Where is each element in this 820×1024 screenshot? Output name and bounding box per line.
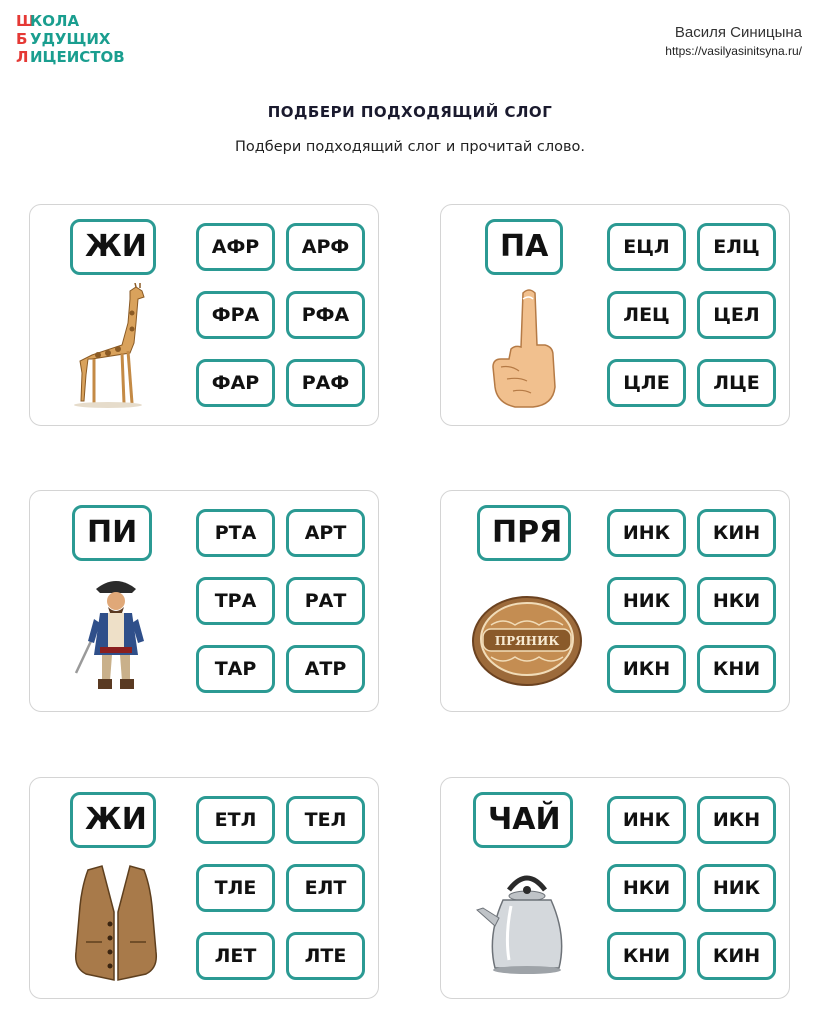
syllable-option[interactable]: ТЕЛ	[286, 796, 365, 844]
gingerbread-image	[463, 569, 589, 699]
syllable-option[interactable]: ЕЛЦ	[697, 223, 776, 271]
syllable-option[interactable]: ТАР	[196, 645, 275, 693]
syllable-option[interactable]: ФАР	[196, 359, 275, 407]
syllable-option[interactable]: НКИ	[607, 864, 686, 912]
logo-initial: Б	[16, 30, 28, 48]
kettle-image	[463, 856, 589, 986]
syllable-option[interactable]: РТА	[196, 509, 275, 557]
pirate-image	[52, 569, 178, 699]
page-title: ПОДБЕРИ ПОДХОДЯЩИЙ СЛОГ	[267, 103, 553, 121]
syllable-box: ЖИ	[70, 219, 156, 275]
author-url[interactable]: https://vasilyasinitsyna.ru/	[665, 44, 802, 58]
exercise-card	[29, 490, 379, 712]
syllable-option[interactable]: КИН	[697, 509, 776, 557]
finger-image	[463, 283, 589, 413]
exercise-card	[440, 777, 790, 999]
syllable-option[interactable]: ЕТЛ	[196, 796, 275, 844]
logo-line	[16, 12, 125, 30]
author-name: Василя Синицына	[674, 24, 802, 41]
syllable-option[interactable]: НИК	[607, 577, 686, 625]
syllable-option[interactable]: ЛЕТ	[196, 932, 275, 980]
logo-word: ИЦЕИСТОВ	[30, 48, 125, 66]
syllable-option[interactable]: КНИ	[697, 645, 776, 693]
syllable-option[interactable]: РАТ	[286, 577, 365, 625]
syllable-option[interactable]: ЦЛЕ	[607, 359, 686, 407]
syllable-option[interactable]: КИН	[697, 932, 776, 980]
logo-line	[16, 30, 125, 48]
syllable-option[interactable]: НКИ	[697, 577, 776, 625]
syllable-option[interactable]: АРФ	[286, 223, 365, 271]
gingerbread-label: ПРЯНИК	[494, 634, 560, 648]
logo-word: КОЛА	[30, 12, 80, 30]
exercise-card	[440, 490, 790, 712]
syllable-option[interactable]: ТРА	[196, 577, 275, 625]
syllable-option[interactable]: КНИ	[607, 932, 686, 980]
syllable-option[interactable]: АРТ	[286, 509, 365, 557]
syllable-option[interactable]: ЦЕЛ	[697, 291, 776, 339]
vest-image	[52, 856, 178, 986]
school-logo	[16, 12, 125, 66]
syllable-option[interactable]: РФА	[286, 291, 365, 339]
syllable-option[interactable]: ЛЦЕ	[697, 359, 776, 407]
logo-initial: Ш	[16, 12, 35, 30]
exercise-card	[29, 777, 379, 999]
syllable-option[interactable]: РАФ	[286, 359, 365, 407]
syllable-option[interactable]: ИКН	[607, 645, 686, 693]
syllable-box: ПРЯ	[477, 505, 571, 561]
syllable-box: ЖИ	[70, 792, 156, 848]
syllable-option[interactable]: АФР	[196, 223, 275, 271]
syllable-option[interactable]: ЛТЕ	[286, 932, 365, 980]
syllable-option[interactable]: ЛЕЦ	[607, 291, 686, 339]
logo-line	[16, 48, 125, 66]
syllable-option[interactable]: ИКН	[697, 796, 776, 844]
syllable-box: ЧАЙ	[473, 792, 573, 848]
syllable-option[interactable]: ФРА	[196, 291, 275, 339]
giraffe-image	[52, 283, 178, 413]
logo-word: УДУЩИХ	[30, 30, 111, 48]
syllable-option[interactable]: ИНК	[607, 796, 686, 844]
logo-initial: Л	[16, 48, 29, 66]
author-block	[665, 24, 802, 58]
syllable-option[interactable]: ИНК	[607, 509, 686, 557]
page-subtitle: Подбери подходящий слог и прочитай слово.	[234, 139, 585, 155]
syllable-option[interactable]: ЕЛТ	[286, 864, 365, 912]
exercise-card	[29, 204, 379, 426]
exercise-card	[440, 204, 790, 426]
syllable-box: ПА	[485, 219, 563, 275]
syllable-option[interactable]: ЕЦЛ	[607, 223, 686, 271]
syllable-option[interactable]: НИК	[697, 864, 776, 912]
syllable-option[interactable]: АТР	[286, 645, 365, 693]
syllable-option[interactable]: ТЛЕ	[196, 864, 275, 912]
syllable-box: ПИ	[72, 505, 152, 561]
